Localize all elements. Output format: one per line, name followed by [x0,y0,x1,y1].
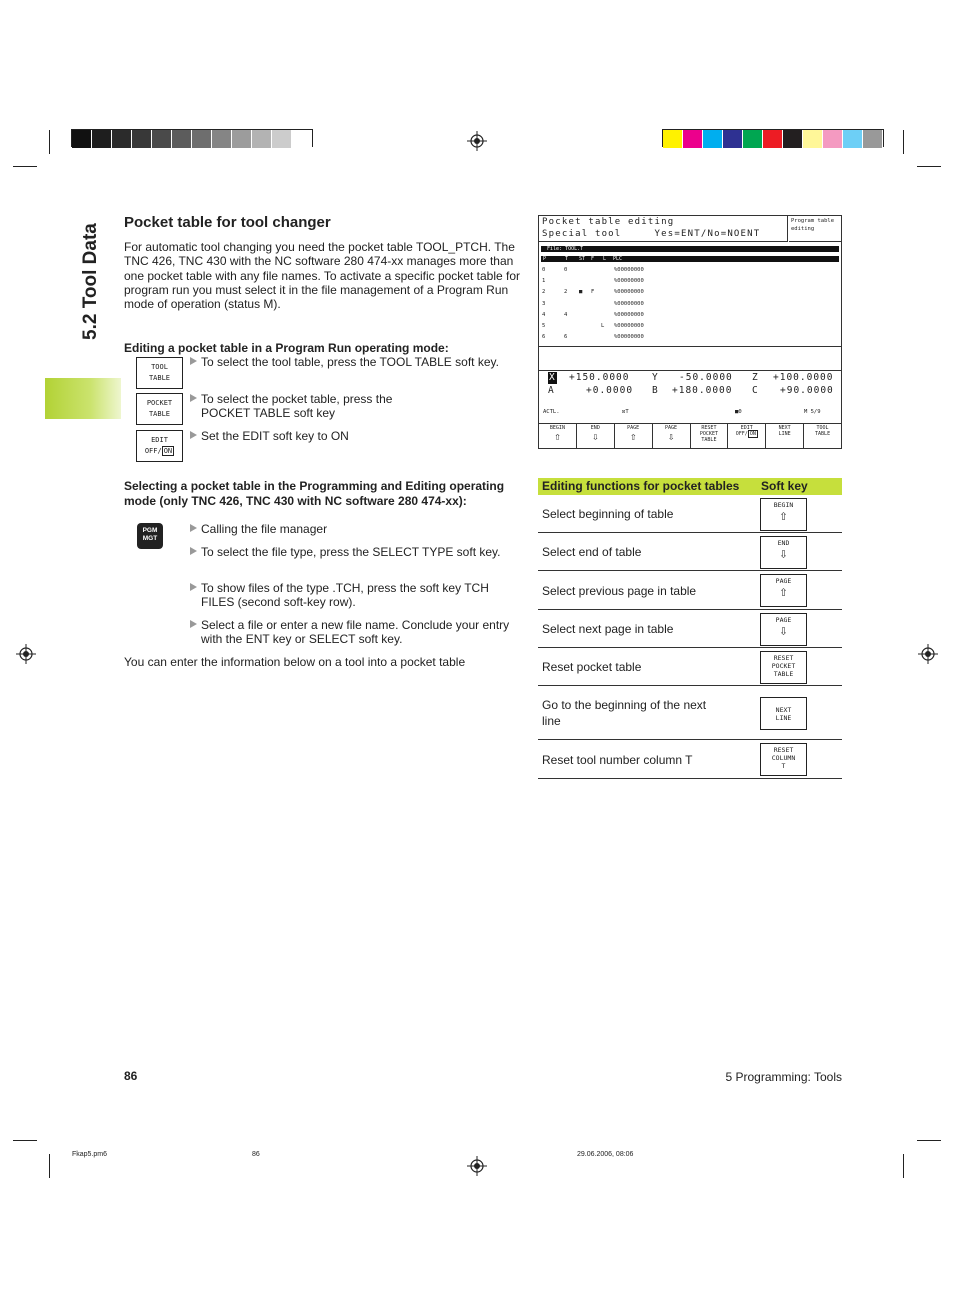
screen-title: Pocket table editing [542,217,675,227]
gray-swatch [132,130,152,148]
softkey-label: PAGE [665,425,678,431]
axis-value: -50.0000 [679,372,733,383]
arrow-bullet-icon [190,431,197,439]
softkey-label: TOOL [816,425,829,431]
color-swatch [703,130,723,148]
arrow-bullet-icon [190,620,197,628]
axis-label: Y [652,372,659,383]
axis-label: A [548,385,555,396]
softkey-box [760,536,807,569]
table-row [538,571,842,610]
page-heading: Pocket table for tool changer [124,214,331,231]
on-label: ON [163,447,173,455]
softkey-label: END [590,425,600,431]
table-row [538,686,842,740]
arrow-bullet-icon [190,394,197,402]
side-section-title: 5.2 Tool Data [80,223,101,340]
softkey-label: RESET [773,653,794,662]
softkey-label: TABLE [148,374,171,382]
step-text: To select the tool table, press the TOOL TABLE soft key. [201,355,499,369]
softkey-label: COLUMN [771,754,796,762]
axis-value: +150.0000 [569,372,630,383]
gray-swatch [192,130,212,148]
page-number: 86 [124,1069,138,1083]
color-swatch [863,130,883,148]
softkey-label: BEGIN [549,425,565,431]
gray-swatch [112,130,132,148]
screen-softkey [691,424,729,448]
screen-column-header [541,256,839,262]
softkey-label: RESET [701,425,717,431]
pocket-table-softkey [136,393,183,425]
arrow-icon: ⇩ [779,622,788,639]
pocket-row [542,300,832,309]
cell-p: 4 [542,311,546,318]
axis-label: B [652,385,659,396]
screen-mode [789,216,841,242]
tool-table-softkey [136,357,183,389]
arrow-bullet-icon [190,583,197,591]
cell-plc: %00000000 [614,334,644,341]
cell-p: 3 [542,300,546,307]
off-label: OFF [144,447,158,455]
gray-calibration-bar [71,129,313,147]
gray-swatch [252,130,272,148]
function-label: Select previous page in table [542,583,697,598]
crop-mark [13,1140,37,1141]
cell-t: 6 [564,334,568,341]
table-header [538,478,842,495]
registration-mark-icon [467,1156,487,1176]
step-item [190,429,520,443]
column-header: Soft key [761,479,808,493]
arrow-bullet-icon [190,524,197,532]
table-row [538,610,842,648]
column-header: PLC [613,256,623,262]
color-swatch [843,130,863,148]
slug-date: 29.06.2006, 08:06 [577,1151,634,1158]
cell-f: F [591,289,595,296]
intro-paragraph: For automatic tool changing you need the pocket table TOOL_PTCH. The TNC 426, TNC 430 with the NC software 280 474-xx manages more than one pocket table with any file names. To activate a specific pocket table for program run you must select it in the file management of a Program Run mode of operation (status M). [124,240,520,312]
status-m: M 5/9 [804,409,821,415]
on-label: ON [749,431,756,437]
crop-mark [917,1140,941,1141]
section1-heading: Editing a pocket table in a Program Run operating mode: [124,341,449,355]
cell-l: L [601,323,605,329]
axis-value: +0.0000 [586,385,634,396]
function-label: Select end of table [542,545,642,559]
softkey-label: POCKET [146,399,173,407]
column-header: ST [579,256,586,262]
function-label: Select next page in table [542,622,674,636]
gray-swatch [92,130,112,148]
gray-swatch [272,130,292,148]
softkey-label: TABLE [148,410,171,418]
screen-prompt-line [542,229,784,241]
arrow-bullet-icon [190,547,197,555]
function-label: Go to the beginning of the next line [542,698,707,728]
registration-mark-icon [16,644,36,664]
softkey-label: NEXT [775,706,792,714]
cell-t: 2 [564,289,568,296]
step-text: To show files of the type .TCH, press the soft key TCH FILES (second soft-key row). [201,581,489,609]
position-row [542,372,840,384]
step-text: To select the file type, press the SELECT TYPE soft key. [201,545,501,559]
step-item [190,522,520,536]
status-tool: ⊡ T [622,409,629,415]
screen-softkey [804,424,841,448]
gray-swatch [152,130,172,148]
screen-softkey [728,424,766,448]
arrow-icon: ⇧ [629,430,637,443]
cell-p: 6 [542,334,546,341]
chapter-footer: 5 Programming: Tools [725,1070,842,1084]
gray-swatch [292,130,312,148]
arrow-icon: ⇩ [667,430,675,443]
pocket-row [542,311,832,320]
arrow-icon: ⇧ [779,507,788,524]
slug-file: Fkap5.pm6 [72,1151,108,1158]
softkey-label: TABLE [773,669,794,678]
cell-p: 5 [542,323,546,329]
cell-st: ■ [579,289,583,296]
softkey-label: POCKET [699,431,718,437]
crop-mark [903,1154,904,1178]
softkey-label: RESET [773,746,794,754]
pocket-row [542,288,832,297]
column-header: T [565,256,569,262]
step-item [190,545,520,559]
pocket-row [542,266,832,275]
status-tool-label: T [625,409,629,415]
softkey-label: BEGIN [773,500,794,509]
softkey-label: EDIT [740,425,753,431]
color-calibration-bar [662,129,884,147]
axis-value: +100.0000 [773,372,834,383]
softkey-label: LINE [778,431,791,437]
cell-plc: %00000000 [614,278,644,285]
gray-swatch [232,130,252,148]
closing-text: You can enter the information below on a tool into a pocket table [124,655,466,669]
softkey-label: POCKET [771,661,796,670]
status-mode: ACTL. [543,409,560,415]
color-swatch [663,130,683,148]
step-text: Select a file or enter a new file name. Conclude your entry with the ENT key or SELECT soft key. [201,618,510,646]
key-label: PGM [142,527,158,534]
softkey-box [760,574,807,607]
screen-divider [539,346,841,347]
column-header: Editing functions for pocket tables [542,479,740,493]
pocket-row [542,333,832,342]
gray-swatch [172,130,192,148]
registration-mark-icon [918,644,938,664]
crop-mark [917,166,941,167]
softkey-label: TABLE [701,437,717,443]
screen-subtitle: Special tool [542,228,622,239]
key-label: MGT [142,535,158,542]
softkey-label: OFF/ ON [144,447,173,455]
step-item [190,392,400,420]
step-text: Set the EDIT soft key to ON [201,429,349,443]
softkey-box [760,743,807,776]
table-row [538,648,842,686]
screen-softkey [653,424,691,448]
softkey-label: T [781,762,786,770]
softkey-label: TOOL [151,363,168,371]
cell-plc: %00000000 [614,267,644,273]
softkey-label: PAGE [627,425,640,431]
screen-header [539,216,788,242]
screen-file-bar: File: TOOL.T [541,246,839,252]
function-label: Reset tool number column T [542,752,693,767]
cell-plc: %00000000 [614,323,644,329]
status-t-number: 0 [738,409,742,415]
table-row [538,533,842,571]
color-swatch [803,130,823,148]
pgm-mgt-key-icon [137,523,163,549]
axis-label: C [752,385,759,396]
step-item [190,355,520,369]
editing-functions-table [538,478,842,779]
color-swatch [743,130,763,148]
registration-mark-icon [467,131,487,151]
color-swatch [783,130,803,148]
status-t-value: ■ 0 [735,409,742,415]
cell-p: 2 [542,289,546,296]
screen-softkey [577,424,615,448]
softkey-box [760,613,807,646]
slug-page: 86 [252,1151,260,1158]
off-label: OFF [735,431,745,437]
step-text: Calling the file manager [201,522,328,536]
softkey-box [760,498,807,531]
color-swatch [683,130,703,148]
column-header: L [603,256,607,262]
cell-p: 1 [542,278,546,285]
pocket-row [542,277,832,286]
screen-status-line [542,409,840,417]
mode-line: editing [791,226,815,232]
step-item [190,581,520,609]
section2-heading: Selecting a pocket table in the Programming and Editing operating mode (only TNC 426, TNC 430 with NC software 280 474-xx): [124,479,505,508]
arrow-icon: ⇩ [592,430,599,443]
column-header: F [591,256,595,262]
edit-softkey [136,430,183,462]
screen-softkey-row [539,423,841,448]
color-swatch [723,130,743,148]
softkey-label: PAGE [775,615,792,624]
color-swatch [763,130,783,148]
cell-plc: %00000000 [614,300,644,307]
pocket-row [542,322,832,331]
softkey-label: OFF/ ON [735,431,756,437]
crop-mark [49,1154,50,1178]
softkey-label: PAGE [775,577,792,585]
function-label: Select beginning of table [542,507,674,521]
cell-t: 0 [564,267,568,273]
cell-t: 4 [564,311,568,318]
function-label: Reset pocket table [542,660,642,674]
softkey-label: NEXT [778,425,791,431]
table-row [538,495,842,533]
crop-mark [903,130,904,154]
tnc-screen [538,215,842,449]
color-swatch [823,130,843,148]
column-header: P [543,256,547,262]
arrow-icon: ⇧ [779,584,788,600]
screen-prompt: Yes=ENT/No=NOENT [654,228,761,239]
cell-p: 0 [542,267,546,273]
crop-mark [13,166,37,167]
screen-softkey [766,424,804,448]
arrow-icon: ⇩ [779,545,788,562]
softkey-label: LINE [775,714,792,722]
position-row [542,385,840,397]
softkey-label: END [777,538,790,547]
arrow-bullet-icon [190,357,197,365]
gray-swatch [212,130,232,148]
screen-divider [539,370,841,371]
screen-softkey [539,424,577,448]
cell-plc: %00000000 [614,311,644,318]
arrow-icon: ⇧ [554,430,561,443]
chapter-side-tab [45,378,121,419]
axis-label: X [549,372,556,383]
table-row [538,740,842,779]
cell-plc: %00000000 [614,289,644,296]
axis-label: Z [752,372,759,383]
gray-swatch [72,130,92,148]
softkey-label: TABLE [815,431,831,437]
softkey-box [760,651,807,684]
step-text: To select the pocket table, press the POCKET TABLE soft key [201,392,393,420]
axis-value: +180.0000 [672,385,733,396]
step-item [190,618,520,646]
softkey-box [760,697,807,730]
screen-softkey [615,424,653,448]
softkey-label: EDIT [151,436,168,444]
crop-mark [49,130,50,154]
axis-value: +90.0000 [780,385,834,396]
mode-line: Program table [791,218,835,224]
